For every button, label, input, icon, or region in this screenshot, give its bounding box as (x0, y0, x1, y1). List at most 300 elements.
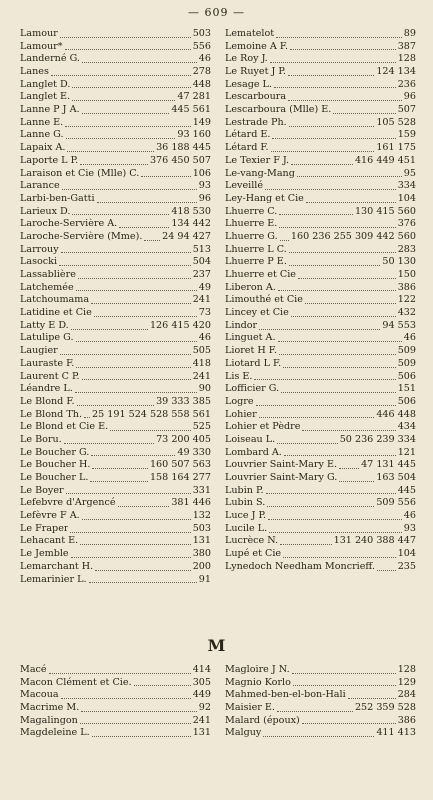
entry-pages: 126 415 420 (149, 319, 211, 331)
entry-name: Luce J P. (225, 510, 267, 522)
entry-pages: 93 160 (177, 129, 211, 141)
entry-pages: 376 (397, 218, 416, 230)
index-entry (20, 345, 211, 358)
entry-name: Laraison et Cie (Mlle) C. (20, 167, 140, 179)
index-entry (225, 155, 416, 168)
entry-pages: 89 (403, 27, 416, 39)
index-entry (225, 358, 416, 371)
entry-name: Magloire J N. (225, 663, 290, 675)
entry-pages: 241 (192, 370, 211, 382)
dot-leader (71, 557, 191, 558)
index-entry (20, 371, 211, 384)
index-entry (20, 130, 211, 143)
entry-pages: 284 (397, 689, 416, 701)
entry-name: Lynedoch Needham Moncrieff. (225, 560, 375, 572)
index-entry (225, 231, 416, 244)
entry-pages: 24 94 427 (162, 230, 211, 242)
entry-name: Lanne P J A. (20, 104, 80, 116)
index-entry (20, 447, 211, 460)
entry-pages: 151 (397, 383, 416, 395)
entry-name: Macrime M. (20, 702, 80, 714)
entry-pages: 504 (192, 256, 211, 268)
index-entry (225, 333, 416, 346)
entry-name: Lanne E. (20, 116, 64, 128)
entry-name: Le Fraper (20, 522, 69, 534)
entry-name: Laurent C P. (20, 370, 80, 382)
entry-name: Lauraste F. (20, 357, 75, 369)
index-entry (225, 459, 416, 472)
entry-pages: 131 240 388 447 (333, 535, 416, 547)
entry-name: Lehacant E. (20, 535, 79, 547)
dot-leader (297, 176, 402, 177)
entry-name: Le Blond et Cie E. (20, 421, 109, 433)
entry-name: Lis E. (225, 370, 253, 382)
entry-name: Laporte L P. (20, 154, 79, 166)
index-entry (20, 244, 211, 257)
entry-name: Latchoumama (20, 294, 90, 306)
dot-leader (110, 430, 191, 431)
entry-name: Lincey et Cie (225, 307, 289, 319)
entry-name: Le Roy J. (225, 53, 268, 65)
dot-leader (289, 252, 396, 253)
entry-name: Lescarboura (225, 91, 287, 103)
dot-leader (66, 493, 191, 494)
dot-leader (288, 100, 402, 101)
entry-pages: 387 (397, 40, 416, 52)
entry-name: Mahmed-ben-el-bon-Hali (225, 689, 346, 701)
index-entry (20, 421, 211, 434)
entry-pages: 509 556 (376, 497, 416, 509)
index-entry (225, 409, 416, 422)
entry-name: Lefebvre d'Argencé (20, 497, 116, 509)
index-entry (20, 53, 211, 66)
dot-leader (66, 138, 176, 139)
entry-name: Loiseau L. (225, 433, 276, 445)
index-entry (20, 28, 211, 41)
dot-leader (291, 164, 353, 165)
entry-pages: 411 413 (376, 727, 416, 739)
dot-leader (259, 329, 380, 330)
entry-name: Laroche-Servière A. (20, 218, 118, 230)
dot-leader (276, 37, 402, 38)
dot-leader (281, 392, 396, 393)
entry-name: Le Jemble (20, 548, 69, 560)
dot-leader (279, 214, 353, 215)
dot-leader (72, 100, 175, 101)
index-entry (20, 155, 211, 168)
entry-name: Lohier et Pèdre (225, 421, 301, 433)
dot-leader (377, 570, 396, 571)
dot-leader (144, 240, 160, 241)
dot-leader (82, 113, 170, 114)
entry-name: Lesage L. (225, 78, 272, 90)
index-entry (20, 168, 211, 181)
index-entry (225, 664, 416, 677)
entry-name: Lucrèce N. (225, 535, 279, 547)
dot-leader (298, 278, 396, 279)
entry-pages: 506 (397, 395, 416, 407)
entry-pages: 122 (397, 294, 416, 306)
entry-pages: 446 448 (376, 408, 416, 420)
entry-name: Malguy (225, 727, 262, 739)
index-entry (20, 561, 211, 574)
entry-pages: 49 (198, 281, 211, 293)
dot-leader (289, 126, 375, 127)
index-entry (225, 702, 416, 715)
dot-leader (333, 113, 395, 114)
entry-name: Lassablière (20, 269, 76, 281)
entry-name: Lhuerre G. (225, 230, 278, 242)
entry-name: Lombard A. (225, 446, 282, 458)
entry-name: Le Ruyet J P. (225, 66, 286, 78)
dot-leader (302, 430, 395, 431)
index-entry (225, 421, 416, 434)
index-entry (225, 727, 416, 740)
entry-pages: 159 (397, 129, 416, 141)
entry-name: Létard F. (225, 142, 269, 154)
index-entry (20, 548, 211, 561)
entry-pages: 505 (192, 345, 211, 357)
entry-name: Lubin P. (225, 484, 264, 496)
index-entry (20, 66, 211, 79)
entry-pages: 434 (397, 421, 416, 433)
index-entry (20, 206, 211, 219)
dot-leader (51, 75, 191, 76)
index-section-m (20, 664, 416, 740)
entry-pages: 445 561 (171, 104, 211, 116)
entry-name: Lindor (225, 319, 258, 331)
index-entry (20, 218, 211, 231)
entry-name: Magnio Korlo (225, 676, 291, 688)
entry-pages: 131 (192, 727, 211, 739)
index-entry (20, 193, 211, 206)
dot-leader (82, 62, 197, 63)
dot-leader (271, 151, 375, 152)
entry-name: Leveillé (225, 180, 264, 192)
entry-pages: 134 442 (171, 218, 211, 230)
index-column-right (225, 664, 416, 740)
entry-name: Le Texier F J. (225, 154, 290, 166)
dot-leader (278, 290, 396, 291)
entry-pages: 94 553 (382, 319, 416, 331)
entry-pages: 503 (192, 27, 211, 39)
index-entry (225, 523, 416, 536)
dot-leader (291, 316, 396, 317)
entry-pages: 509 (397, 345, 416, 357)
dot-leader (293, 685, 396, 686)
page-number: — 609 — (188, 6, 245, 19)
entry-pages: 131 (192, 535, 211, 547)
dot-leader (274, 87, 396, 88)
entry-pages: 46 (403, 332, 416, 344)
dot-leader (306, 202, 396, 203)
index-entry (225, 206, 416, 219)
entry-pages: 381 446 (171, 497, 211, 509)
entry-pages: 46 (403, 510, 416, 522)
entry-name: Le Blond Th. (20, 408, 82, 420)
entry-pages: 150 (397, 269, 416, 281)
index-entry (225, 66, 416, 79)
dot-leader (305, 303, 396, 304)
entry-name: Latchemée (20, 281, 74, 293)
entry-pages: 200 (192, 560, 211, 572)
entry-name: Létard E. (225, 129, 271, 141)
index-entry (20, 142, 211, 155)
entry-name: Le Boru. (20, 433, 62, 445)
dot-leader (84, 417, 90, 418)
entry-name: Louvrier Saint-Mary E. (225, 459, 338, 471)
index-entry (225, 41, 416, 54)
index-entry (20, 231, 211, 244)
dot-leader (277, 443, 338, 444)
index-entry (20, 396, 211, 409)
entry-name: Lapaix A. (20, 142, 66, 154)
dot-leader (284, 455, 396, 456)
dot-leader (263, 736, 374, 737)
index-entry (20, 664, 211, 677)
dot-leader (283, 367, 395, 368)
index-entry (20, 715, 211, 728)
index-entry (20, 702, 211, 715)
entry-pages: 445 (397, 484, 416, 496)
dot-leader (97, 202, 197, 203)
dot-leader (256, 405, 396, 406)
entry-name: Le Boucher H. (20, 459, 91, 471)
entry-pages: 96 (403, 91, 416, 103)
dot-leader (89, 582, 197, 583)
entry-pages: 506 (397, 370, 416, 382)
entry-name: Ley-Hang et Cie (225, 192, 304, 204)
entry-name: Larbi-ben-Gatti (20, 192, 95, 204)
entry-pages: 386 (397, 714, 416, 726)
entry-pages: 241 (192, 294, 211, 306)
index-entry (225, 218, 416, 231)
index-entry (20, 409, 211, 422)
index-entry (20, 510, 211, 523)
index-entry (225, 396, 416, 409)
entry-name: Lhuerre et Cie (225, 269, 296, 281)
index-entry (225, 677, 416, 690)
entry-pages: 432 (397, 307, 416, 319)
dot-leader (91, 455, 175, 456)
entry-pages: 380 (192, 548, 211, 560)
entry-pages: 25 191 524 528 558 561 (91, 408, 211, 420)
entry-pages: 124 134 (376, 66, 416, 78)
index-entry (20, 320, 211, 333)
dot-leader (65, 49, 191, 50)
dot-leader (92, 736, 191, 737)
dot-leader (339, 481, 374, 482)
entry-name: Lohier (225, 408, 257, 420)
dot-leader (76, 341, 197, 342)
entry-name: Lestrade Ph. (225, 116, 287, 128)
entry-pages: 46 (198, 332, 211, 344)
entry-pages: 252 359 528 (354, 702, 416, 714)
dot-leader (64, 443, 154, 444)
entry-name: Landerné G. (20, 53, 80, 65)
entry-name: Laroche-Servière (Mme). (20, 230, 143, 242)
entry-pages: 39 333 385 (156, 395, 211, 407)
dot-leader (60, 37, 191, 38)
dot-leader (92, 468, 148, 469)
entry-pages: 132 (192, 510, 211, 522)
dot-leader (62, 189, 197, 190)
entry-name: Malard (époux) (225, 714, 300, 726)
entry-pages: 47 131 445 (361, 459, 416, 471)
dot-leader (272, 138, 395, 139)
entry-name: Linguet A. (225, 332, 276, 344)
entry-pages: 73 200 405 (156, 433, 211, 445)
entry-name: Laugier (20, 345, 58, 357)
index-entry (225, 130, 416, 143)
entry-pages: 128 (397, 53, 416, 65)
dot-leader (70, 532, 190, 533)
entry-name: Lhuerre C. (225, 205, 278, 217)
dot-leader (278, 341, 402, 342)
entry-pages: 95 (403, 167, 416, 179)
index-entry (225, 548, 416, 561)
dot-leader (118, 506, 170, 507)
dot-leader (60, 354, 191, 355)
dot-leader (279, 227, 395, 228)
dot-leader (259, 417, 375, 418)
index-entry (20, 434, 211, 447)
index-entry (225, 472, 416, 485)
entry-pages: 121 (397, 446, 416, 458)
entry-name: Maisier E. (225, 702, 275, 714)
entry-name: Lemarchant H. (20, 560, 94, 572)
dot-leader (279, 354, 396, 355)
entry-name: Lofficier G. (225, 383, 280, 395)
letter-heading-m: M (207, 636, 226, 655)
index-entry (225, 282, 416, 295)
index-entry (20, 333, 211, 346)
entry-name: Lhuerre E. (225, 218, 278, 230)
dot-leader (65, 126, 190, 127)
dot-leader (59, 265, 191, 266)
index-entry (225, 497, 416, 510)
dot-leader (269, 532, 402, 533)
dot-leader (71, 329, 148, 330)
index-column-left (20, 664, 211, 740)
entry-pages: 90 (198, 383, 211, 395)
entry-name: Latulipe G. (20, 332, 74, 344)
entry-pages: 283 (397, 243, 416, 255)
entry-name: Lanne G. (20, 129, 64, 141)
entry-pages: 556 (192, 40, 211, 52)
dot-leader (72, 87, 190, 88)
entry-pages: 50 236 239 334 (339, 433, 416, 445)
entry-pages: 386 (397, 281, 416, 293)
index-entry (20, 727, 211, 740)
index-entry (225, 244, 416, 257)
entry-pages: 416 449 451 (354, 154, 416, 166)
entry-name: Le-vang-Mang (225, 167, 295, 179)
entry-name: Langlet E. (20, 91, 71, 103)
entry-pages: 507 (397, 104, 416, 116)
entry-name: Logre (225, 395, 254, 407)
index-entry (20, 497, 211, 510)
index-entry (225, 142, 416, 155)
entry-pages: 106 (192, 167, 211, 179)
dot-leader (80, 164, 148, 165)
entry-pages: 50 130 (382, 256, 416, 268)
entry-name: Macon Clément et Cie. (20, 676, 132, 688)
index-column-right (225, 28, 416, 586)
entry-pages: 73 (198, 307, 211, 319)
entry-name: Magalingon (20, 714, 78, 726)
index-entry (225, 715, 416, 728)
index-entry (20, 269, 211, 282)
entry-name: Lemoine A F. (225, 40, 289, 52)
index-entry (225, 79, 416, 92)
entry-name: Lamour (20, 27, 58, 39)
dot-leader (76, 367, 190, 368)
entry-pages: 163 504 (376, 472, 416, 484)
entry-pages: 93 (198, 180, 211, 192)
entry-name: Le Boucher L. (20, 472, 89, 484)
index-entry (20, 459, 211, 472)
dot-leader (254, 379, 395, 380)
entry-name: Macoua (20, 689, 59, 701)
entry-pages: 36 188 445 (156, 142, 211, 154)
dot-leader (94, 316, 197, 317)
index-entry (225, 104, 416, 117)
dot-leader (266, 493, 396, 494)
dot-leader (119, 227, 169, 228)
dot-leader (90, 481, 148, 482)
entry-pages: 237 (192, 269, 211, 281)
entry-pages: 161 175 (376, 142, 416, 154)
index-entry (20, 383, 211, 396)
index-entry (20, 256, 211, 269)
entry-pages: 160 236 255 309 442 560 (290, 230, 416, 242)
entry-pages: 91 (198, 573, 211, 585)
entry-name: Louvrier Saint-Mary G. (225, 472, 338, 484)
index-entry (225, 269, 416, 282)
entry-pages: 235 (397, 560, 416, 572)
entry-pages: 96 (198, 192, 211, 204)
dot-leader (75, 392, 197, 393)
entry-pages: 105 528 (376, 116, 416, 128)
index-entry (20, 358, 211, 371)
index-entry (225, 28, 416, 41)
index-entry (225, 447, 416, 460)
entry-name: Léandre L. (20, 383, 73, 395)
entry-pages: 513 (192, 243, 211, 255)
entry-pages: 449 (192, 689, 211, 701)
index-entry (225, 180, 416, 193)
entry-name: Limouthé et Cie (225, 294, 303, 306)
index-entry (225, 371, 416, 384)
dot-leader (289, 265, 381, 266)
index-entry (225, 117, 416, 130)
entry-name: Latty E D. (20, 319, 69, 331)
index-entry (225, 485, 416, 498)
index-entry (225, 536, 416, 549)
index-entry (225, 689, 416, 702)
entry-pages: 92 (198, 702, 211, 714)
index-entry (20, 523, 211, 536)
entry-name: Lescarboura (Mlle) E. (225, 104, 332, 116)
dot-leader (67, 151, 154, 152)
index-entry (20, 472, 211, 485)
entry-name: Lematelot (225, 27, 275, 39)
entry-name: Liotard L F. (225, 357, 282, 369)
dot-leader (82, 519, 191, 520)
index-entry (225, 193, 416, 206)
entry-pages: 418 (192, 357, 211, 369)
